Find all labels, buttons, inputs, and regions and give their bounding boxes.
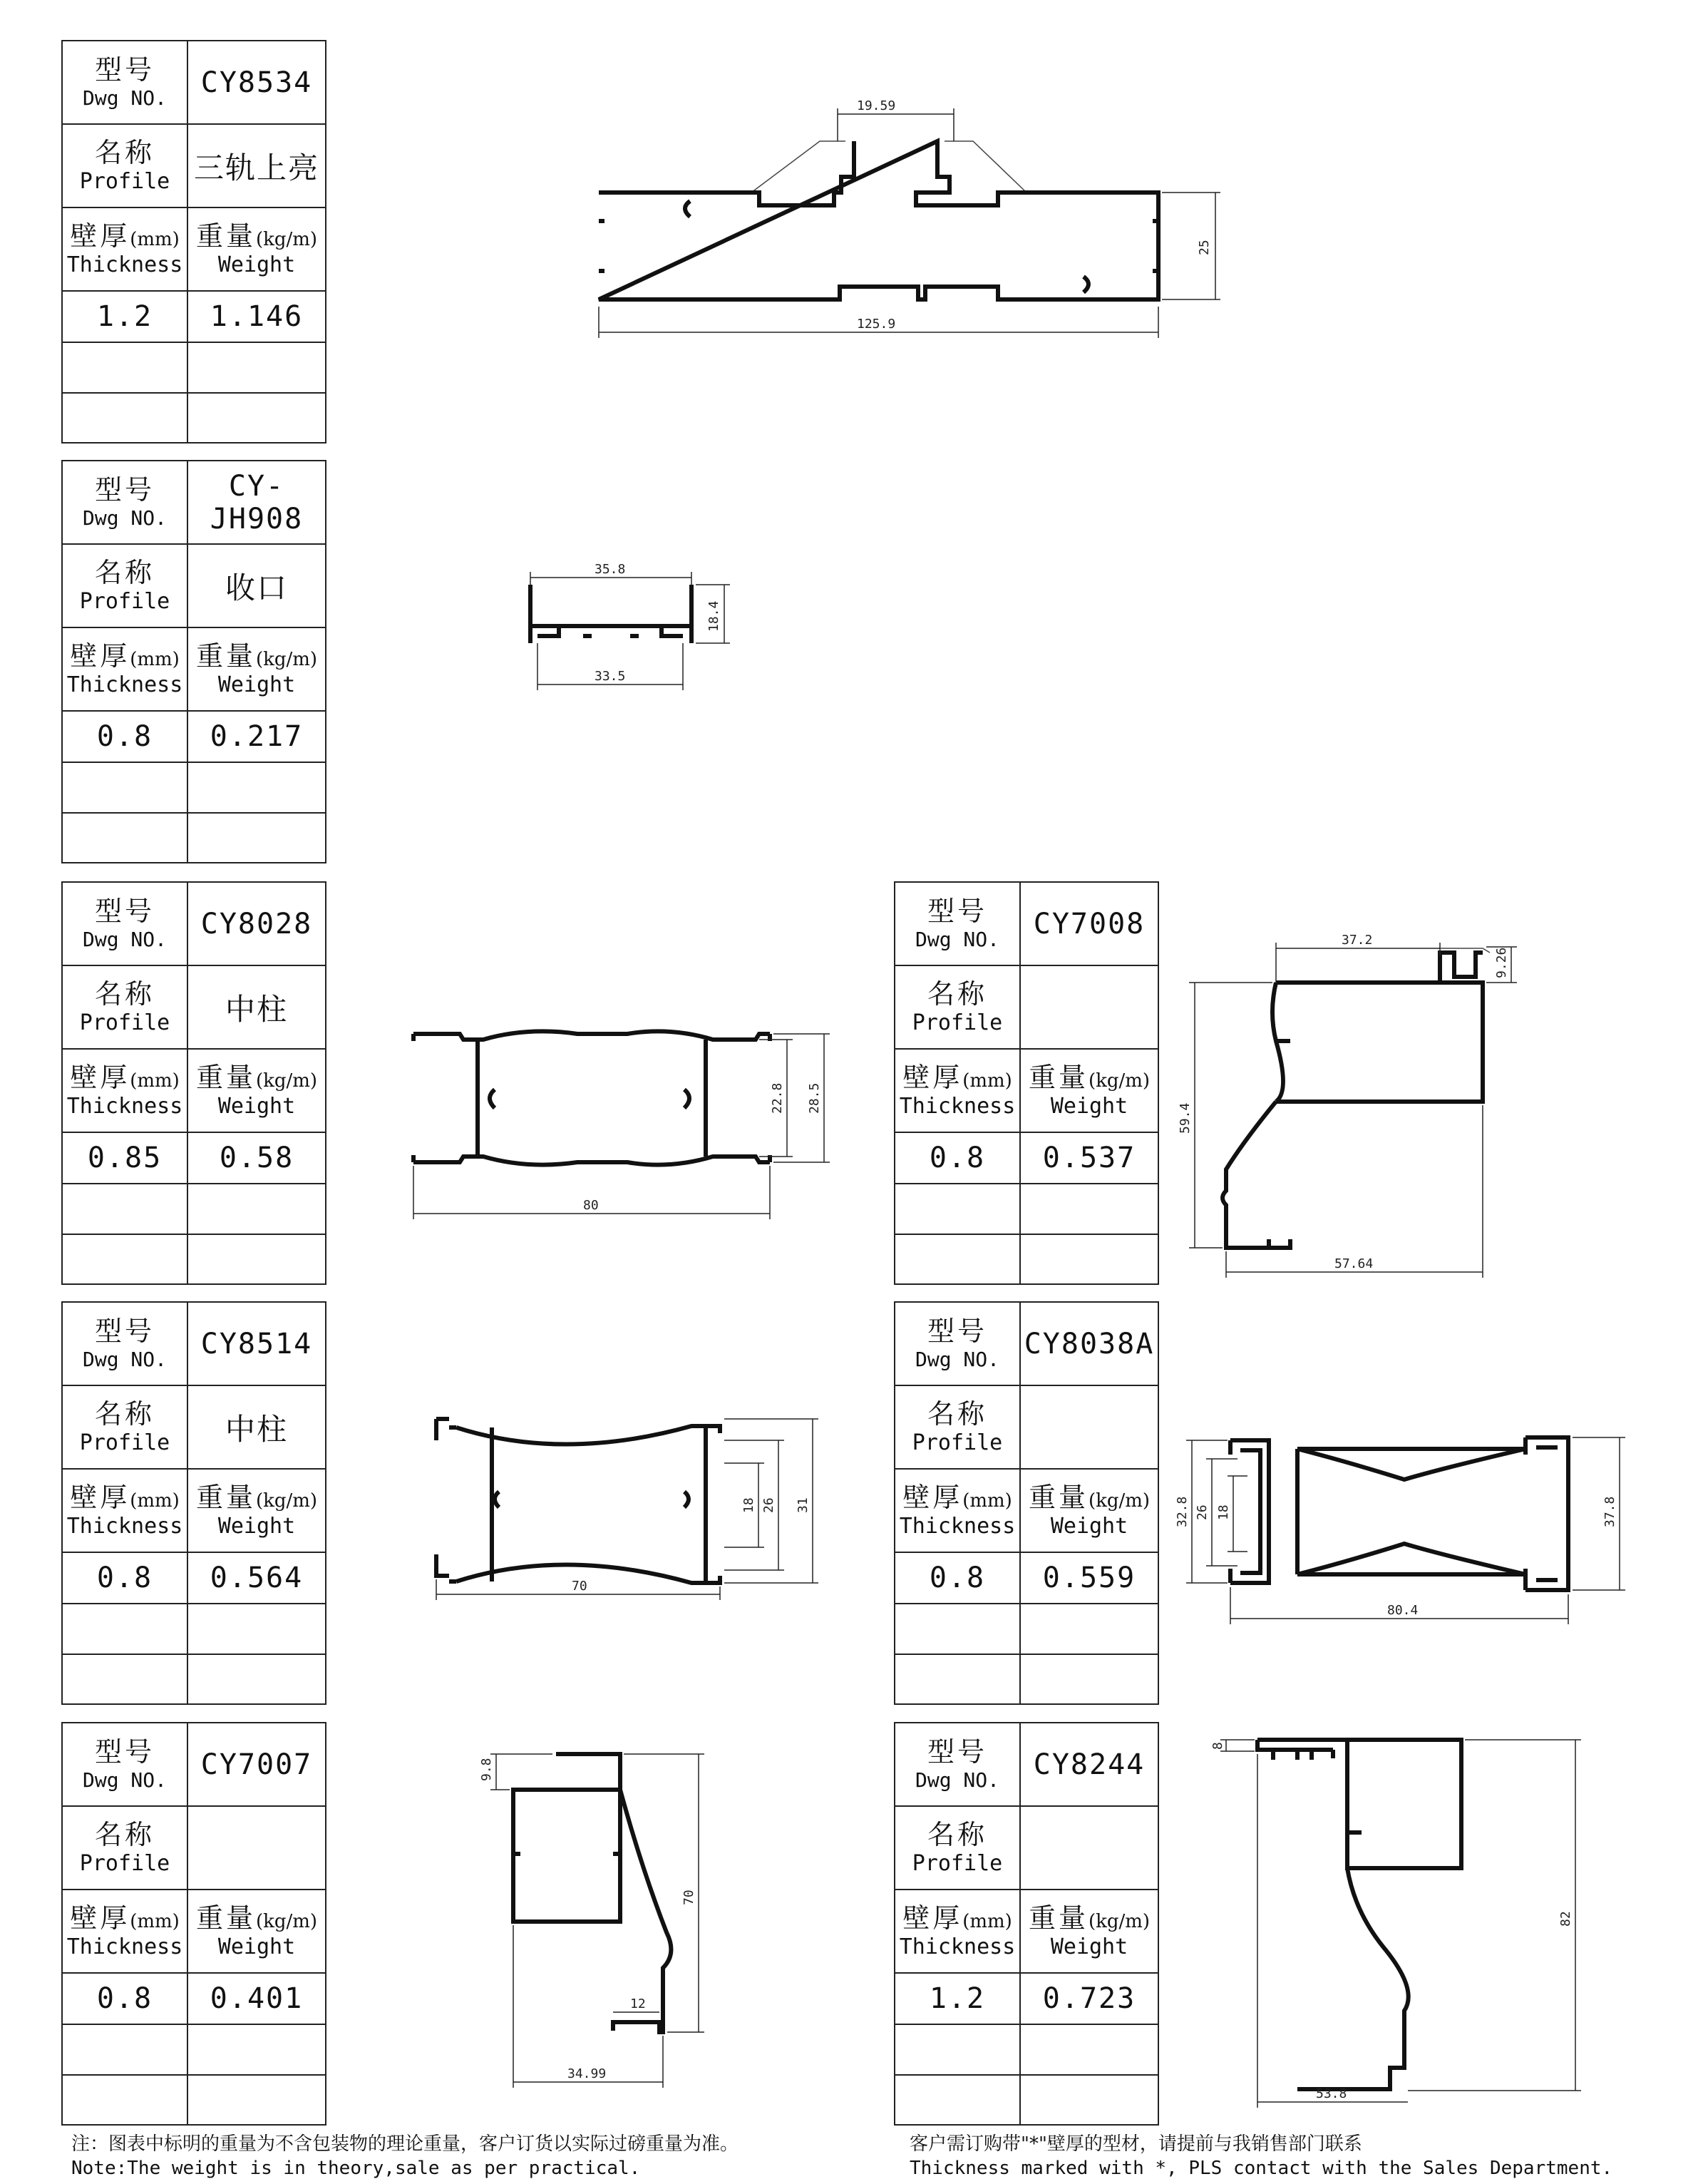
- weight-label-zh: 重量: [195, 1061, 256, 1093]
- thickness-label: [63, 208, 188, 292]
- dwg-value-cell: [188, 461, 325, 545]
- profile-value: 中柱: [225, 991, 288, 1027]
- weight-unit: (kg/m): [255, 1910, 318, 1932]
- weight-value: 0.564: [210, 1562, 304, 1594]
- dim-foot: [613, 1996, 659, 2012]
- profile-clip: [685, 201, 1089, 292]
- drawing-cy8028: [399, 1012, 855, 1234]
- profile-label: [895, 1807, 1021, 1890]
- empty-cell: [188, 1184, 325, 1235]
- dwg-label-en: Dwg NO.: [82, 86, 167, 110]
- dwg-label-en: Dwg NO.: [915, 1768, 999, 1792]
- profile-ghost-rails: [751, 141, 1026, 193]
- empty-cell: [188, 1655, 325, 1703]
- profile-label-zh: 名称: [94, 136, 155, 168]
- dim-width-label: 34.99: [567, 2066, 607, 2081]
- weight-label-en: Weight: [1050, 1513, 1128, 1539]
- dim-height: [1408, 1740, 1581, 2091]
- dwg-value-cell: [188, 41, 325, 125]
- profile-value-cell: [1021, 1386, 1158, 1470]
- empty-cell: [63, 1604, 188, 1655]
- weight-value: 0.217: [210, 720, 304, 753]
- weight-unit: (kg/m): [255, 1490, 318, 1512]
- weight-label-zh: 重量: [1028, 1481, 1089, 1513]
- footer-note-right: [910, 2132, 1612, 2180]
- empty-cell: [1021, 1655, 1158, 1703]
- weight-label-en: Weight: [217, 1513, 296, 1539]
- dwg-label-zh: 型号: [94, 473, 155, 506]
- profile-label-zh: 名称: [94, 1398, 155, 1430]
- thickness-value: 0.8: [96, 1562, 153, 1594]
- spec-table-7: [61, 1722, 326, 2126]
- dwg-label-en: Dwg NO.: [82, 506, 167, 530]
- profile-outline: [1230, 1437, 1568, 1590]
- thickness-label-zh: 壁厚: [70, 1902, 130, 1934]
- dim-height: [696, 585, 730, 643]
- dim-top-label: 8: [1210, 1742, 1225, 1750]
- empty-cell: [63, 2076, 188, 2124]
- drawing-cy-jh908: [520, 556, 748, 699]
- dim-top-label: 9.8: [479, 1758, 494, 1781]
- empty-cell: [188, 394, 325, 442]
- weight-value: 0.58: [219, 1142, 294, 1174]
- dim-height-label: 70: [681, 1890, 696, 1905]
- spec-table-2: [61, 460, 326, 863]
- dim-height: [1162, 193, 1220, 299]
- profile-label-zh: 名称: [94, 978, 155, 1010]
- thickness-value-cell: [895, 1553, 1021, 1604]
- dim-width: [436, 1579, 720, 1600]
- empty-cell: [895, 1184, 1021, 1235]
- empty-cell: [188, 814, 325, 862]
- profile-value-cell: [188, 545, 325, 628]
- profile-label-en: Profile: [912, 1010, 1003, 1035]
- dwg-label-zh: 型号: [927, 1736, 987, 1768]
- profile-outline: [436, 1419, 720, 1583]
- dwg-label: [63, 883, 188, 966]
- dwg-label-zh: 型号: [94, 895, 155, 927]
- profile-label-en: Profile: [79, 168, 170, 194]
- profile-label-zh: 名称: [94, 556, 155, 588]
- dim-lip: [1486, 947, 1517, 983]
- dim-width: [413, 1166, 770, 1219]
- weight-label: [188, 1470, 325, 1553]
- thickness-value: 0.8: [929, 1142, 986, 1174]
- weight-value-cell: [188, 1553, 325, 1604]
- empty-cell: [188, 1604, 325, 1655]
- weight-label-zh: 重量: [1028, 1902, 1089, 1934]
- profile-label-en: Profile: [79, 1430, 170, 1455]
- dwg-value-cell: [188, 1723, 325, 1807]
- dwg-label-en: Dwg NO.: [82, 1768, 167, 1792]
- thickness-label-zh: 壁厚: [70, 1481, 130, 1513]
- dim-top: [1210, 1740, 1255, 1751]
- drawing-cy7008: [1169, 927, 1625, 1291]
- dim-top-label: 35.8: [595, 562, 626, 577]
- thickness-unit: (mm): [130, 1070, 180, 1092]
- dim-width-label: 125.9: [857, 317, 896, 332]
- weight-label: [1021, 1050, 1158, 1133]
- dwg-label: [63, 461, 188, 545]
- empty-cell: [1021, 1184, 1158, 1235]
- thickness-unit: (mm): [130, 1490, 180, 1512]
- profile-label: [895, 1386, 1021, 1470]
- drawing-cy8038a: [1169, 1412, 1640, 1633]
- thickness-label: [63, 628, 188, 712]
- thickness-value-cell: [63, 1974, 188, 2025]
- weight-label-zh: 重量: [1028, 1061, 1089, 1093]
- dim-top: [530, 562, 691, 585]
- profile-label-en: Profile: [912, 1430, 1003, 1455]
- dim-mid-label: 26: [761, 1497, 776, 1513]
- weight-value: 0.401: [210, 1982, 304, 2015]
- dim-bottom: [537, 643, 683, 690]
- thickness-label-zh: 壁厚: [902, 1481, 963, 1513]
- dim-width-label: 57.64: [1334, 1256, 1374, 1271]
- weight-unit: (kg/m): [1088, 1070, 1151, 1092]
- dwg-value-cell: [1021, 1303, 1158, 1386]
- thickness-label-zh: 壁厚: [70, 220, 130, 252]
- empty-cell: [188, 2076, 325, 2124]
- thickness-unit: (mm): [962, 1070, 1012, 1092]
- dim-foot-label: 12: [630, 1996, 646, 2011]
- profile-value-cell: [188, 1807, 325, 1890]
- thickness-label-en: Thickness: [66, 1513, 183, 1539]
- dim-height-label: 18.4: [706, 600, 721, 632]
- dwg-value-cell: [188, 883, 325, 966]
- weight-value-cell: [1021, 1133, 1158, 1184]
- thickness-value: 0.85: [87, 1142, 163, 1174]
- dim-height-label: 82: [1558, 1911, 1573, 1927]
- empty-cell: [1021, 1604, 1158, 1655]
- profile-label-zh: 名称: [927, 1398, 987, 1430]
- profile-clip: [490, 1090, 689, 1108]
- profile-lip: [1440, 953, 1483, 983]
- profile-label-en: Profile: [79, 1010, 170, 1035]
- empty-cell: [188, 763, 325, 814]
- dwg-label-zh: 型号: [94, 1315, 155, 1347]
- weight-label: [188, 1890, 325, 1974]
- spec-table-4: [894, 881, 1159, 1285]
- empty-cell: [895, 2076, 1021, 2124]
- weight-unit: (kg/m): [255, 1070, 318, 1092]
- weight-value-cell: [1021, 1974, 1158, 2025]
- dim-height: [1573, 1437, 1625, 1590]
- drawing-cy7007: [463, 1740, 748, 2103]
- thickness-label-en: Thickness: [66, 672, 183, 697]
- dim-mid-label: 26: [1195, 1504, 1210, 1520]
- drawing-cy8244: [1205, 1726, 1604, 2111]
- thickness-label-zh: 壁厚: [902, 1902, 963, 1934]
- profile-outline: [413, 1031, 770, 1164]
- dim-inner-label: 18: [741, 1497, 756, 1513]
- weight-label: [188, 208, 325, 292]
- profile-label-en: Profile: [79, 1850, 170, 1876]
- profile-outline: [530, 585, 691, 643]
- dim-width-label: 53.8: [1316, 2086, 1347, 2101]
- profile-outline: [1223, 983, 1483, 1248]
- thickness-value: 1.2: [929, 1982, 986, 2015]
- thickness-label-en: Thickness: [899, 1513, 1016, 1539]
- thickness-value-cell: [895, 1974, 1021, 2025]
- profile-label: [895, 966, 1021, 1050]
- thickness-unit: (mm): [130, 648, 180, 670]
- dim-width-label: 80: [583, 1198, 599, 1213]
- weight-value: 0.537: [1042, 1142, 1136, 1174]
- weight-label-zh: 重量: [195, 1481, 256, 1513]
- profile-label: [63, 545, 188, 628]
- dim-height-label: 59.4: [1178, 1102, 1193, 1134]
- thickness-unit: (mm): [962, 1490, 1012, 1512]
- weight-label-en: Weight: [217, 672, 296, 697]
- profile-label-zh: 名称: [927, 1818, 987, 1850]
- profile-label: [63, 125, 188, 208]
- dwg-label: [895, 1303, 1021, 1386]
- dwg-label-en: Dwg NO.: [915, 927, 999, 951]
- empty-cell: [63, 1655, 188, 1703]
- empty-cell: [63, 2025, 188, 2076]
- empty-cell: [1021, 2025, 1158, 2076]
- profile-outline: [599, 141, 1158, 299]
- profile-label-en: Profile: [79, 588, 170, 614]
- thickness-label-en: Thickness: [66, 1093, 183, 1119]
- weight-label: [1021, 1470, 1158, 1553]
- profile-outline: [513, 1754, 671, 2032]
- thickness-value-cell: [63, 712, 188, 763]
- dwg-value: CY8244: [1033, 1748, 1146, 1781]
- spec-table-6: [894, 1301, 1159, 1705]
- empty-cell: [63, 394, 188, 442]
- profile-label: [63, 1807, 188, 1890]
- empty-cell: [895, 1604, 1021, 1655]
- thickness-unit: (mm): [130, 1910, 180, 1932]
- spec-table-1: [61, 40, 326, 444]
- weight-label: [1021, 1890, 1158, 1974]
- dwg-label-zh: 型号: [927, 1315, 987, 1347]
- dwg-label-en: Dwg NO.: [915, 1347, 999, 1371]
- footer-note-en: Note:The weight is in theory,sale as per practical.: [71, 2158, 641, 2179]
- dwg-value: CY8038A: [1024, 1327, 1155, 1360]
- empty-cell: [188, 1235, 325, 1283]
- weight-value-cell: [1021, 1553, 1158, 1604]
- thickness-value-cell: [63, 1133, 188, 1184]
- dim-inner-label: 18: [1216, 1504, 1231, 1520]
- dwg-label: [63, 1723, 188, 1807]
- empty-cell: [63, 343, 188, 394]
- profile-outline: [1257, 1740, 1461, 2089]
- weight-unit: (kg/m): [1088, 1490, 1151, 1512]
- thickness-label: [895, 1050, 1021, 1133]
- dim-top: [479, 1754, 552, 1790]
- empty-cell: [1021, 2076, 1158, 2124]
- thickness-label-en: Thickness: [66, 252, 183, 277]
- weight-value: 0.723: [1042, 1982, 1136, 2015]
- dim-height-label: 25: [1197, 240, 1212, 255]
- profile-value: 收口: [225, 570, 288, 605]
- thickness-unit: (mm): [962, 1910, 1012, 1932]
- weight-label-en: Weight: [1050, 1093, 1128, 1119]
- weight-unit: (kg/m): [255, 228, 318, 250]
- dwg-value: CY8534: [200, 66, 313, 99]
- dwg-value-cell: [188, 1303, 325, 1386]
- spec-table-5: [61, 1301, 326, 1705]
- empty-cell: [188, 2025, 325, 2076]
- dim-top: [838, 98, 954, 141]
- dwg-label-zh: 型号: [94, 1736, 155, 1768]
- dwg-value-cell: [1021, 883, 1158, 966]
- profile-clip: [495, 1492, 689, 1507]
- spec-table-8: [894, 1722, 1159, 2126]
- dim-inner: [759, 1040, 793, 1157]
- dim-top: [1276, 933, 1440, 983]
- weight-value-cell: [188, 712, 325, 763]
- thickness-label-zh: 壁厚: [902, 1061, 963, 1093]
- dwg-value: CY-JH908: [210, 469, 304, 535]
- empty-cell: [1021, 1235, 1158, 1283]
- thickness-label: [895, 1890, 1021, 1974]
- thickness-value: 0.8: [929, 1562, 986, 1594]
- profile-label-zh: 名称: [94, 1818, 155, 1850]
- dim-lip-label: 9.26: [1494, 947, 1509, 978]
- empty-cell: [63, 814, 188, 862]
- weight-label-zh: 重量: [195, 220, 256, 252]
- thickness-value: 0.8: [96, 1982, 153, 2015]
- dim-outer-label: 32.8: [1175, 1496, 1190, 1527]
- weight-value-cell: [188, 1133, 325, 1184]
- profile-label: [63, 1386, 188, 1470]
- profile-value-cell: [188, 1386, 325, 1470]
- dwg-label: [895, 1723, 1021, 1807]
- profile-label-zh: 名称: [927, 978, 987, 1010]
- dwg-value: CY8514: [200, 1327, 313, 1360]
- dwg-label-zh: 型号: [94, 53, 155, 86]
- thickness-label: [63, 1050, 188, 1133]
- spec-table-3: [61, 881, 326, 1285]
- footer-order-en: Thickness marked with *, PLS contact with the Sales Department.: [910, 2158, 1613, 2179]
- thickness-label: [63, 1890, 188, 1974]
- empty-cell: [895, 2025, 1021, 2076]
- thickness-label: [895, 1470, 1021, 1553]
- weight-label-zh: 重量: [195, 640, 256, 672]
- thickness-label-en: Thickness: [899, 1934, 1016, 1959]
- dim-width: [1226, 1105, 1483, 1278]
- dim-top-label: 19.59: [857, 98, 896, 113]
- dim-height-label: 31: [796, 1497, 811, 1513]
- dim-width-label: 80.4: [1387, 1603, 1419, 1618]
- weight-value: 0.559: [1042, 1562, 1136, 1594]
- profile-value: 中柱: [225, 1411, 288, 1447]
- profile-value: 三轨上亮: [193, 150, 319, 185]
- empty-cell: [895, 1235, 1021, 1283]
- profile-value-cell: [188, 966, 325, 1050]
- profile-value-cell: [1021, 966, 1158, 1050]
- empty-cell: [63, 1184, 188, 1235]
- weight-value: 1.146: [210, 300, 304, 333]
- dwg-value: CY8028: [200, 907, 313, 940]
- dim-height-label: 37.8: [1602, 1496, 1617, 1527]
- thickness-value-cell: [63, 1553, 188, 1604]
- profile-value-cell: [1021, 1807, 1158, 1890]
- dwg-label-en: Dwg NO.: [82, 927, 167, 951]
- footer-note-left: [71, 2132, 739, 2180]
- weight-unit: (kg/m): [1088, 1910, 1151, 1932]
- empty-cell: [188, 343, 325, 394]
- weight-label: [188, 628, 325, 712]
- dwg-label-en: Dwg NO.: [82, 1347, 167, 1371]
- dwg-label: [63, 41, 188, 125]
- dim-width: [1257, 1754, 1408, 2108]
- dwg-value: CY7008: [1033, 907, 1146, 940]
- footer-order-zh: 客户需订购带"*"壁厚的型材，请提前与我销售部门联系: [910, 2133, 1362, 2155]
- weight-value-cell: [188, 1974, 325, 2025]
- weight-label-en: Weight: [217, 1093, 296, 1119]
- dwg-label: [63, 1303, 188, 1386]
- weight-label-en: Weight: [217, 1934, 296, 1959]
- thickness-label: [63, 1470, 188, 1553]
- profile-label-en: Profile: [912, 1850, 1003, 1876]
- dim-inner-label: 22.8: [770, 1082, 785, 1114]
- dim-inner: [1216, 1476, 1247, 1552]
- dim-bottom-label: 33.5: [595, 669, 626, 684]
- dim-top-label: 37.2: [1342, 933, 1373, 948]
- thickness-unit: (mm): [130, 228, 180, 250]
- weight-unit: (kg/m): [255, 648, 318, 670]
- dim-inner: [724, 1463, 764, 1547]
- thickness-value-cell: [895, 1133, 1021, 1184]
- weight-label-en: Weight: [1050, 1934, 1128, 1959]
- footer-note-zh: 注：图表中标明的重量为不含包装物的理论重量，客户订货以实际过磅重量为准。: [71, 2133, 739, 2155]
- profile-value-cell: [188, 125, 325, 208]
- weight-value-cell: [188, 292, 325, 343]
- dim-width-label: 70: [572, 1579, 587, 1594]
- dwg-value: CY7007: [200, 1748, 313, 1781]
- dwg-label-zh: 型号: [927, 895, 987, 927]
- dwg-value-cell: [1021, 1723, 1158, 1807]
- weight-label-zh: 重量: [195, 1902, 256, 1934]
- thickness-label-en: Thickness: [899, 1093, 1016, 1119]
- weight-label-en: Weight: [217, 252, 296, 277]
- thickness-value: 0.8: [96, 720, 153, 753]
- empty-cell: [63, 763, 188, 814]
- thickness-label-zh: 壁厚: [70, 640, 130, 672]
- dim-height-label: 28.5: [807, 1082, 822, 1114]
- empty-cell: [895, 1655, 1021, 1703]
- thickness-label-en: Thickness: [66, 1934, 183, 1959]
- weight-label: [188, 1050, 325, 1133]
- dim-width: [599, 307, 1158, 338]
- profile-label: [63, 966, 188, 1050]
- drawing-cy8514: [421, 1412, 834, 1604]
- thickness-label-zh: 壁厚: [70, 1061, 130, 1093]
- thickness-value: 1.2: [96, 300, 153, 333]
- dim-width: [1230, 1587, 1568, 1624]
- profile-clip: [599, 221, 1158, 271]
- empty-cell: [63, 1235, 188, 1283]
- thickness-value-cell: [63, 292, 188, 343]
- dwg-label: [895, 883, 1021, 966]
- drawing-cy8534: [585, 93, 1226, 349]
